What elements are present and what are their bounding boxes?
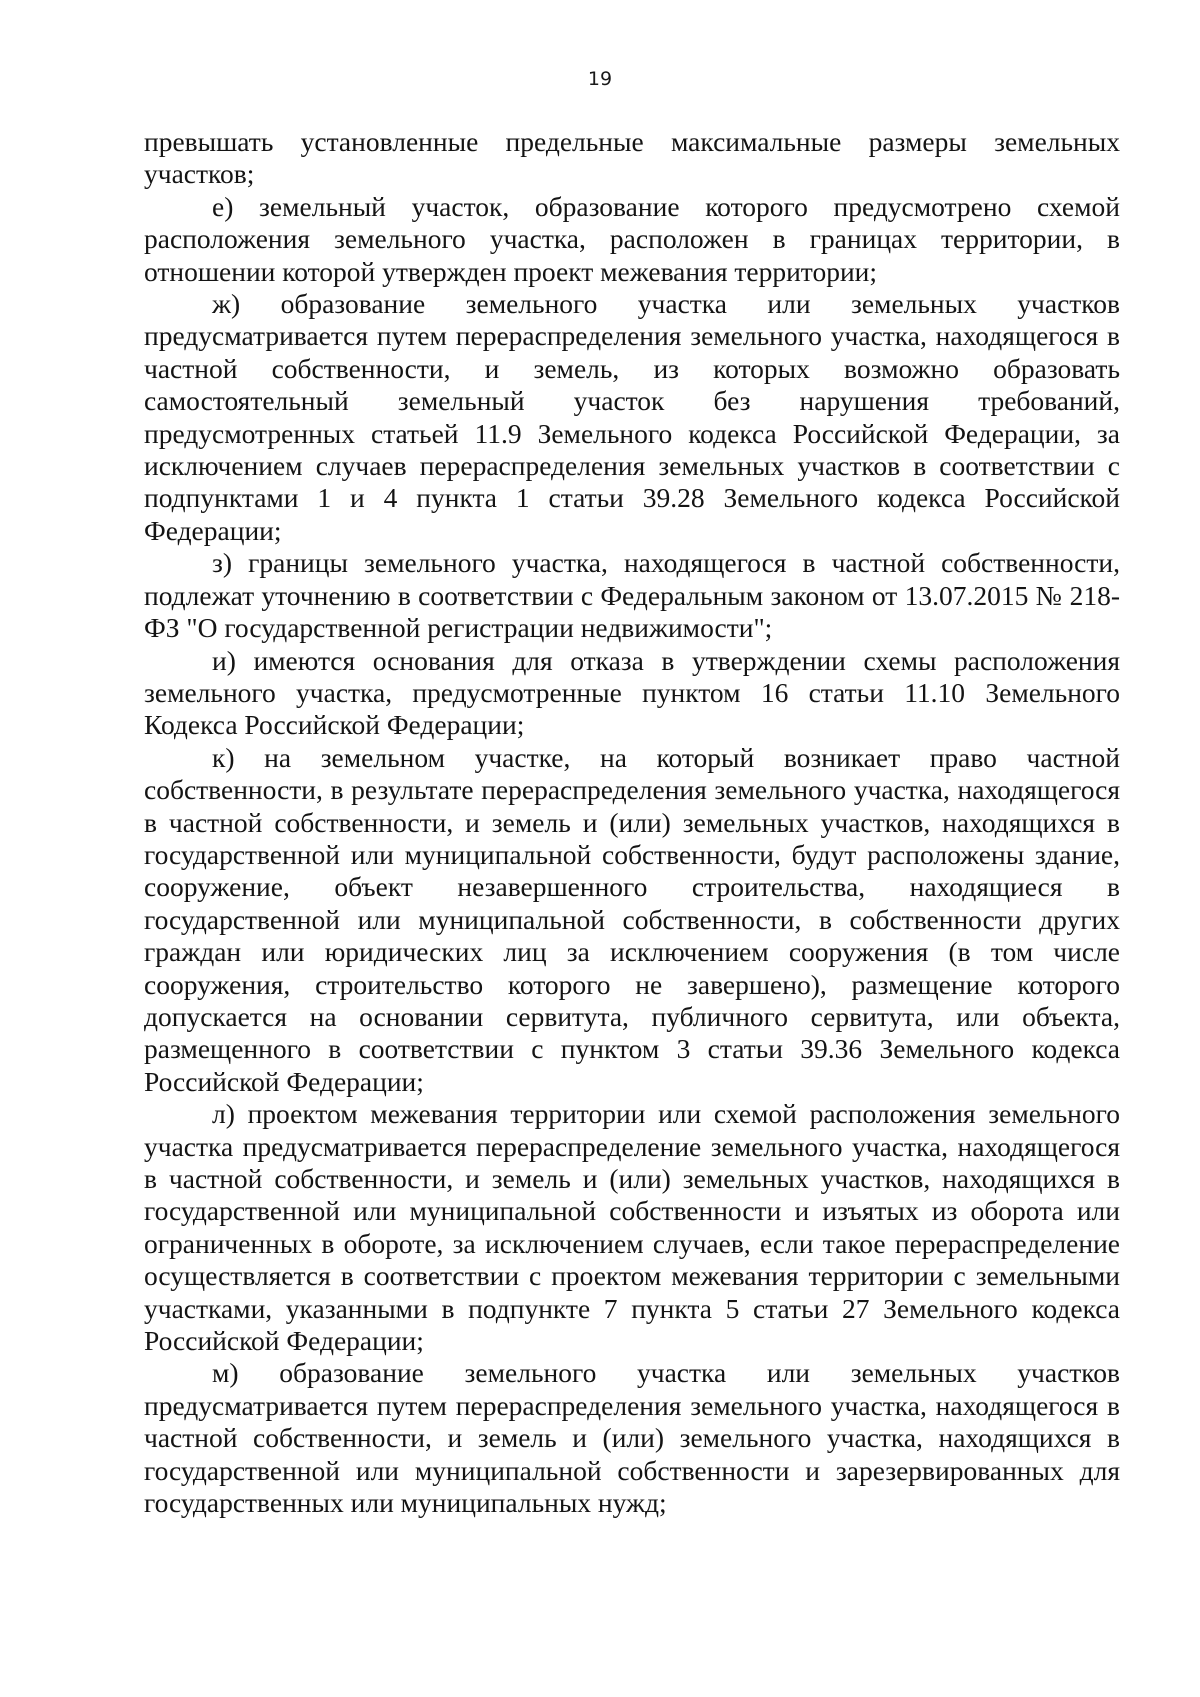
- paragraph-item-i: и) имеются основания для отказа в утверждении схемы расположения земельного участка, предусмотренные пунктом 16 статьи 11.10 Земельного Кодекса Российской Федерации;: [144, 644, 1120, 741]
- paragraph-item-k: к) на земельном участке, на который возникает право частной собственности, в результате перераспределения земельного участка, находящегося в частной собственности, и земель и (или) земельных участков, находящихся в государственной или муниципальной собственности, будут расположены здание, сооружение, объект незавершенного строительства, находящиеся в государственной или муниципальной собственности, в собственности других граждан или юридических лиц за исключением сооружения (в том числе сооружения, строительство которого не завершено), размещение которого допускается на основании сервитута, публичного сервитута, или объекта, размещенного в соответствии с пунктом 3 статьи 39.36 Земельного кодекса Российской Федерации;: [144, 741, 1120, 1097]
- paragraph-item-l: л) проектом межевания территории или схемой расположения земельного участка предусматривается перераспределение земельного участка, находящегося в частной собственности, и земель и (или) земельных участков, находящихся в государственной или муниципальной собственности и изъятых из оборота или ограниченных в обороте, за исключением случаев, если такое перераспределение осуществляется в соответствии с проектом межевания территории с земельными участками, указанными в подпункте 7 пункта 5 статьи 27 Земельного кодекса Российской Федерации;: [144, 1098, 1120, 1357]
- paragraph-item-m: м) образование земельного участка или земельных участков предусматривается путем перераспределения земельного участка, находящегося в частной собственности, и земель и (или) земельного участка, находящихся в государственной или муниципальной собственности и зарезервированных для государственных или муниципальных нужд;: [144, 1357, 1120, 1519]
- document-body: [144, 126, 1120, 1519]
- paragraph-item-z: з) границы земельного участка, находящегося в частной собственности, подлежат уточнению в соответствии с Федеральным законом от 13.07.2015 № 218-ФЗ "О государственной регистрации недвижимости";: [144, 547, 1120, 644]
- paragraph-item-e: е) земельный участок, образование которого предусмотрено схемой расположения земельного участка, расположен в границах территории, в отношении которой утвержден проект межевания территории;: [144, 190, 1120, 287]
- paragraph-continuation: превышать установленные предельные максимальные размеры земельных участков;: [144, 126, 1120, 190]
- page-number: 19: [587, 68, 613, 90]
- paragraph-item-zh: ж) образование земельного участка или земельных участков предусматривается путем перераспределения земельного участка, находящегося в частной собственности, и земель, из которых возможно образовать самостоятельный земельный участок без нарушения требований, предусмотренных статьей 11.9 Земельного кодекса Российской Федерации, за исключением случаев перераспределения земельных участков в соответствии с подпунктами 1 и 4 пункта 1 статьи 39.28 Земельного кодекса Российской Федерации;: [144, 288, 1120, 546]
